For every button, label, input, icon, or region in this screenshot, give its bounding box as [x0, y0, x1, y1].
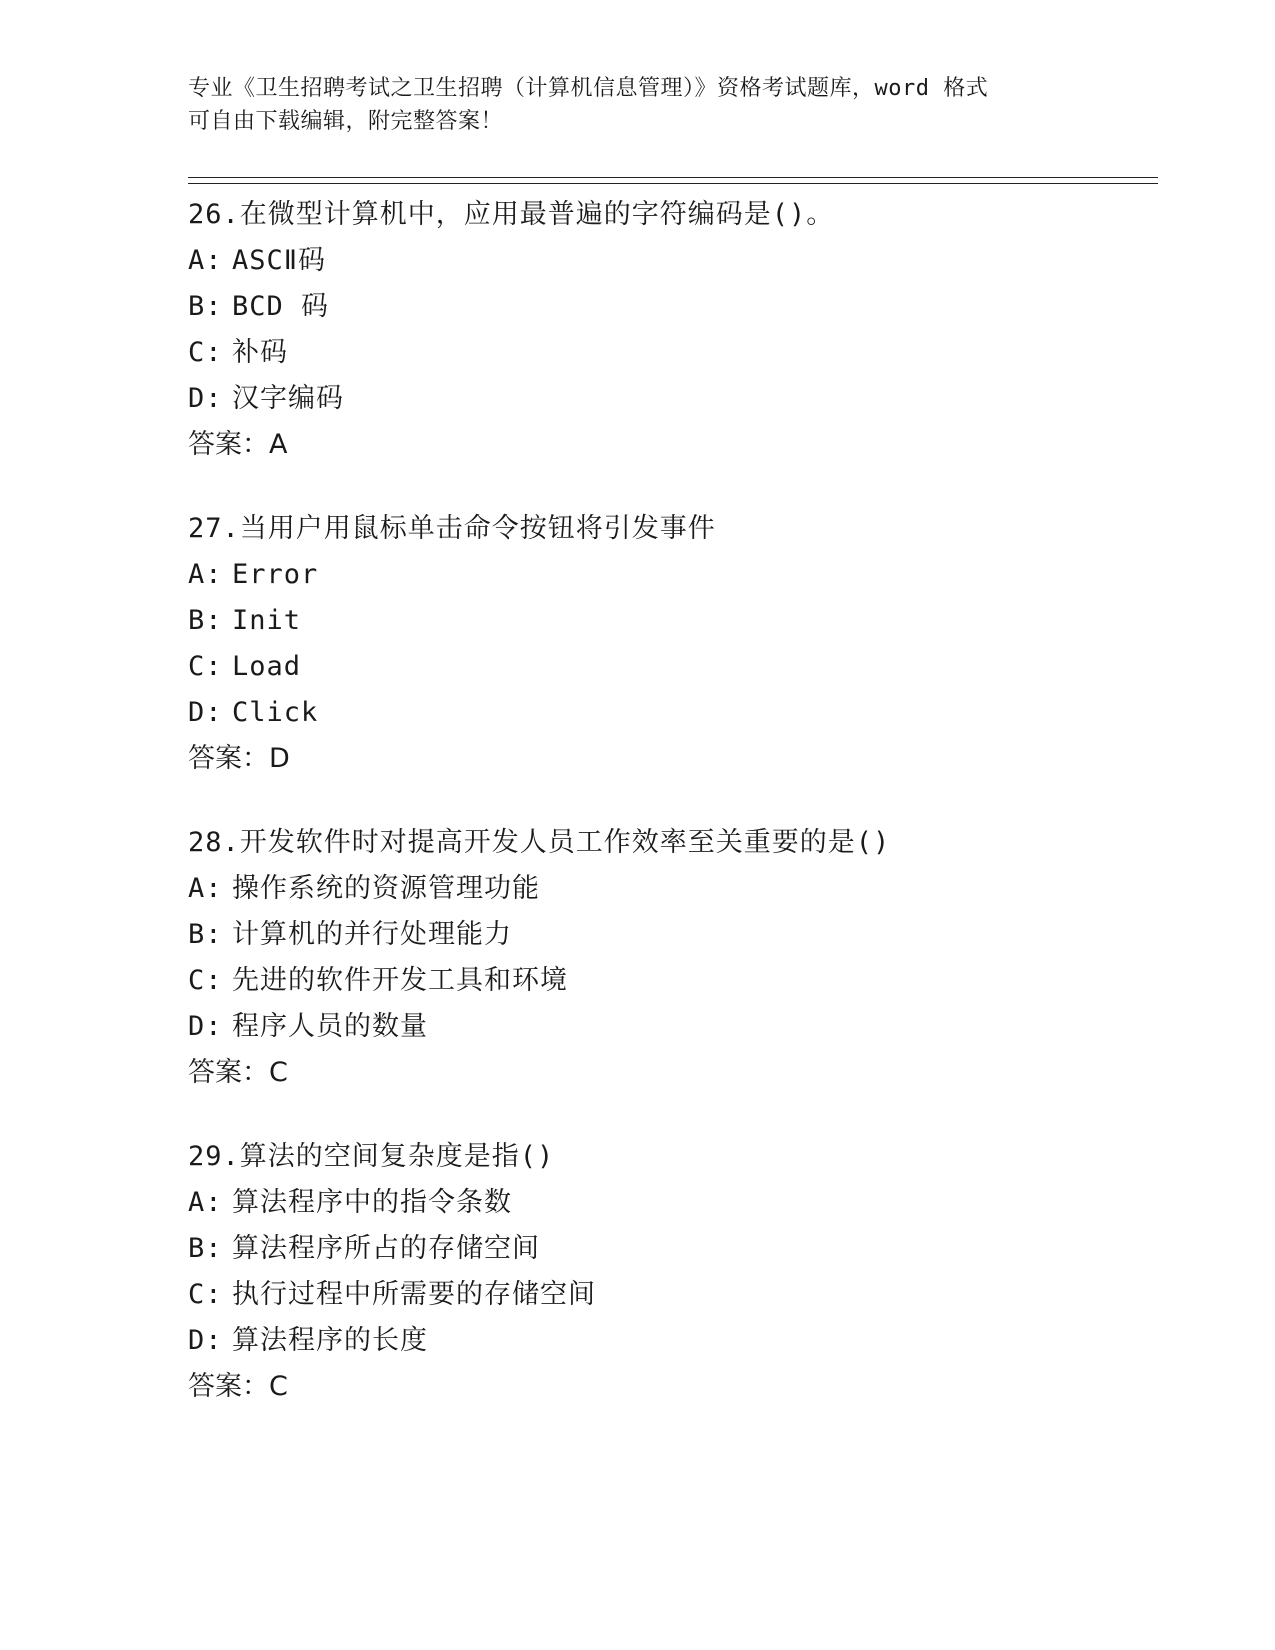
- option-c: [188, 330, 1148, 376]
- option-key: A:: [188, 245, 223, 276]
- question-stem: 28.开发软件时对提高开发人员工作效率至关重要的是(): [188, 827, 891, 858]
- answer-line: 答案：D: [188, 743, 290, 774]
- option-c: [188, 1272, 1148, 1318]
- option-key: D:: [188, 383, 223, 414]
- option-text: 先进的软件开发工具和环境: [232, 965, 568, 996]
- option-b: [188, 598, 1148, 644]
- option-key: C:: [188, 1279, 223, 1310]
- answer-line: 答案：A: [188, 429, 288, 460]
- option-text: BCD 码: [232, 291, 330, 322]
- document-header: [188, 72, 1088, 138]
- question-26: [188, 192, 1148, 468]
- option-d: [188, 690, 1148, 736]
- option-text: 汉字编码: [232, 383, 344, 414]
- option-text: Error: [232, 559, 319, 590]
- option-key: B:: [188, 291, 223, 322]
- option-key: B:: [188, 605, 223, 636]
- option-a: [188, 1180, 1148, 1226]
- option-d: [188, 1318, 1148, 1364]
- option-c: [188, 958, 1148, 1004]
- option-key: D:: [188, 1011, 223, 1042]
- header-title-line-1: 专业《卫生招聘考试之卫生招聘（计算机信息管理）》资格考试题库，word 格式: [188, 76, 989, 101]
- option-b: [188, 1226, 1148, 1272]
- header-divider-top: [188, 177, 1158, 178]
- option-key: A:: [188, 873, 223, 904]
- option-b: [188, 284, 1148, 330]
- option-text: Click: [232, 697, 319, 728]
- header-title-line-2: 可自由下载编辑，附完整答案！: [188, 109, 504, 134]
- option-key: A:: [188, 559, 223, 590]
- question-28: [188, 820, 1148, 1096]
- option-text: Load: [232, 651, 302, 682]
- option-text: 算法程序的长度: [232, 1325, 428, 1356]
- header-divider-bottom: [188, 183, 1158, 184]
- option-text: 算法程序中的指令条数: [232, 1187, 512, 1218]
- question-27: [188, 506, 1148, 782]
- option-a: [188, 238, 1148, 284]
- option-d: [188, 376, 1148, 422]
- option-text: 计算机的并行处理能力: [232, 919, 512, 950]
- question-list: [188, 192, 1148, 1448]
- option-key: D:: [188, 1325, 223, 1356]
- option-key: A:: [188, 1187, 223, 1218]
- answer-line: 答案：C: [188, 1371, 288, 1402]
- option-a: [188, 866, 1148, 912]
- option-key: B:: [188, 1233, 223, 1264]
- question-stem: 29.算法的空间复杂度是指(): [188, 1141, 555, 1172]
- option-text: 程序人员的数量: [232, 1011, 428, 1042]
- option-key: C:: [188, 965, 223, 996]
- option-text: 操作系统的资源管理功能: [232, 873, 540, 904]
- option-text: Init: [232, 605, 302, 636]
- question-stem: 26.在微型计算机中，应用最普遍的字符编码是()。: [188, 199, 835, 230]
- question-29: [188, 1134, 1148, 1410]
- question-stem: 27.当用户用鼠标单击命令按钮将引发事件: [188, 513, 716, 544]
- option-c: [188, 644, 1148, 690]
- option-b: [188, 912, 1148, 958]
- option-text: 执行过程中所需要的存储空间: [232, 1279, 596, 1310]
- option-key: D:: [188, 697, 223, 728]
- answer-line: 答案：C: [188, 1057, 288, 1088]
- option-text: ASCⅡ码: [232, 245, 327, 276]
- option-a: [188, 552, 1148, 598]
- option-text: 算法程序所占的存储空间: [232, 1233, 540, 1264]
- option-text: 补码: [232, 337, 288, 368]
- option-d: [188, 1004, 1148, 1050]
- option-key: C:: [188, 337, 223, 368]
- option-key: B:: [188, 919, 223, 950]
- option-key: C:: [188, 651, 223, 682]
